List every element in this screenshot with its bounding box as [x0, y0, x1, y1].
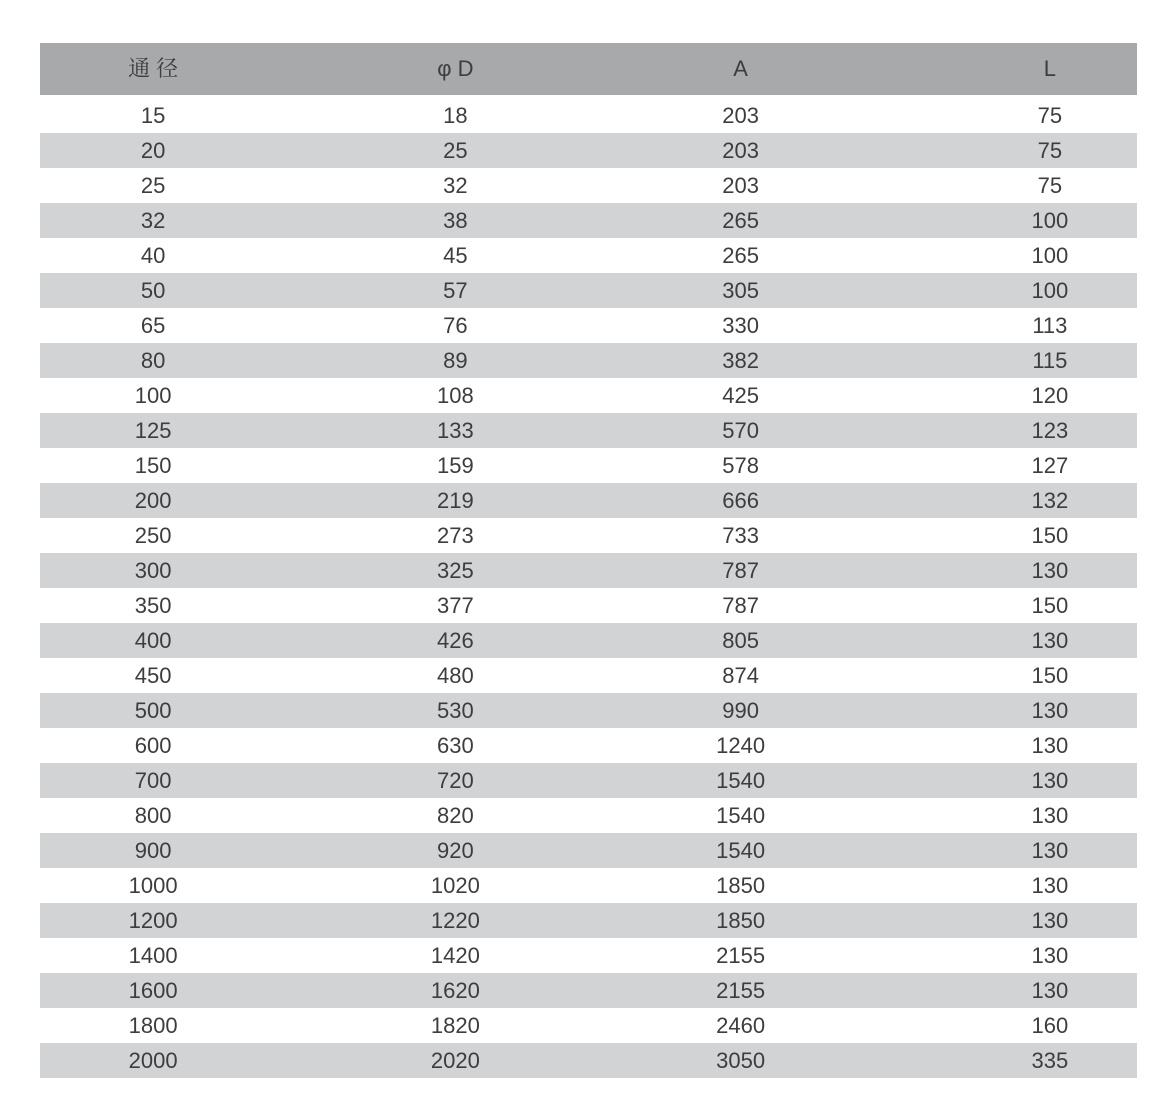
table-row	[40, 343, 1137, 378]
table-row	[40, 693, 1137, 728]
table-cell: 45	[443, 242, 468, 268]
table-cell: 130	[1031, 557, 1069, 583]
table-cell: 132	[1031, 487, 1069, 513]
table-cell: 720	[437, 767, 474, 793]
table-cell: 40	[140, 242, 166, 268]
table-cell: 203	[722, 102, 759, 128]
table-row	[40, 413, 1137, 448]
table-cell: 133	[437, 417, 474, 443]
table-cell: 159	[437, 452, 474, 478]
table-cell: 2000	[128, 1047, 178, 1073]
table-body	[40, 98, 1137, 1078]
table-cell: 100	[1031, 277, 1069, 303]
spec-table	[40, 43, 1137, 1078]
table-cell: 450	[134, 662, 172, 688]
table-cell: 300	[134, 557, 172, 583]
table-row	[40, 553, 1137, 588]
table-row	[40, 448, 1137, 483]
table-row	[40, 588, 1137, 623]
column-header-a: A	[733, 56, 748, 81]
table-row	[40, 903, 1137, 938]
table-cell: 787	[722, 592, 759, 618]
table-cell: 787	[722, 557, 759, 583]
table-cell: 990	[722, 697, 759, 723]
table-cell: 57	[443, 277, 468, 303]
table-cell: 1200	[128, 907, 178, 933]
table-cell: 130	[1031, 767, 1069, 793]
table-row	[40, 658, 1137, 693]
table-row	[40, 1008, 1137, 1043]
table-row	[40, 623, 1137, 658]
table-cell: 500	[134, 697, 172, 723]
table-cell: 2460	[716, 1012, 766, 1038]
table-cell: 130	[1031, 802, 1069, 828]
table-cell: 130	[1031, 837, 1069, 863]
column-header-nominal-diameter: 通 径	[128, 56, 179, 81]
table-cell: 335	[1031, 1047, 1069, 1073]
table-cell: 150	[1031, 592, 1069, 618]
table-cell: 76	[443, 312, 468, 338]
table-cell: 570	[722, 417, 759, 443]
table-cell: 330	[722, 312, 759, 338]
table-cell: 130	[1031, 942, 1069, 968]
table-cell: 130	[1031, 977, 1069, 1003]
table-cell: 130	[1031, 627, 1069, 653]
table-cell: 20	[140, 137, 166, 163]
table-cell: 2155	[716, 942, 766, 968]
table-cell: 100	[1031, 242, 1069, 268]
table-cell: 325	[437, 557, 474, 583]
table-cell: 130	[1031, 872, 1069, 898]
table-row	[40, 273, 1137, 308]
table-cell: 2020	[430, 1047, 480, 1073]
table-cell: 38	[443, 207, 468, 233]
table-cell: 25	[140, 172, 166, 198]
table-cell: 305	[722, 277, 759, 303]
table-row	[40, 763, 1137, 798]
table-cell: 130	[1031, 697, 1069, 723]
table-cell: 600	[134, 732, 172, 758]
table-row	[40, 133, 1137, 168]
table-cell: 1820	[430, 1012, 480, 1038]
column-header-l: L	[1043, 56, 1056, 81]
table-cell: 1540	[716, 837, 766, 863]
table-cell: 1620	[430, 977, 480, 1003]
table-cell: 120	[1031, 382, 1069, 408]
table-cell: 805	[722, 627, 759, 653]
table-cell: 32	[140, 207, 166, 233]
table-cell: 425	[722, 382, 759, 408]
table-header-row	[40, 43, 1137, 95]
table-row	[40, 728, 1137, 763]
table-cell: 1540	[716, 767, 766, 793]
table-cell: 130	[1031, 732, 1069, 758]
table-cell: 900	[134, 837, 172, 863]
table-cell: 920	[437, 837, 474, 863]
table-cell: 480	[437, 662, 474, 688]
table-cell: 127	[1031, 452, 1069, 478]
table-cell: 18	[443, 102, 468, 128]
table-cell: 578	[722, 452, 759, 478]
table-row	[40, 973, 1137, 1008]
table-cell: 426	[437, 627, 474, 653]
table-cell: 75	[1037, 102, 1063, 128]
table-cell: 265	[722, 207, 759, 233]
table-cell: 1850	[716, 907, 766, 933]
table-row	[40, 833, 1137, 868]
table-cell: 32	[443, 172, 468, 198]
table-cell: 382	[722, 347, 759, 373]
table-cell: 1020	[430, 872, 480, 898]
table-cell: 150	[1031, 662, 1069, 688]
table-cell: 874	[722, 662, 759, 688]
table-cell: 203	[722, 137, 759, 163]
table-cell: 108	[437, 382, 474, 408]
table-cell: 530	[437, 697, 474, 723]
table-cell: 1420	[430, 942, 480, 968]
table-cell: 1000	[128, 872, 178, 898]
table-cell: 400	[134, 627, 172, 653]
table-cell: 75	[1037, 172, 1063, 198]
table-cell: 2155	[716, 977, 766, 1003]
table-cell: 700	[134, 767, 172, 793]
table-cell: 123	[1031, 417, 1069, 443]
table-cell: 250	[134, 522, 172, 548]
table-cell: 200	[134, 487, 172, 513]
table-cell: 50	[140, 277, 166, 303]
table-cell: 160	[1031, 1012, 1069, 1038]
table-cell: 130	[1031, 907, 1069, 933]
table-row	[40, 238, 1137, 273]
table-cell: 800	[134, 802, 172, 828]
table-cell: 1600	[128, 977, 178, 1003]
table-cell: 115	[1032, 347, 1068, 373]
table-cell: 65	[140, 312, 166, 338]
table-cell: 1800	[128, 1012, 178, 1038]
table-row	[40, 168, 1137, 203]
table-cell: 377	[437, 592, 474, 618]
table-cell: 1240	[716, 732, 766, 758]
table-cell: 350	[134, 592, 172, 618]
table-cell: 265	[722, 242, 759, 268]
table-cell: 630	[437, 732, 474, 758]
table-row	[40, 1043, 1137, 1078]
table-cell: 1220	[430, 907, 480, 933]
table-cell: 666	[722, 487, 759, 513]
table-cell: 1850	[716, 872, 766, 898]
table-cell: 1540	[716, 802, 766, 828]
table-cell: 733	[722, 522, 759, 548]
table-row	[40, 483, 1137, 518]
column-header-phi-d: φ D	[437, 56, 474, 81]
table-cell: 273	[437, 522, 474, 548]
table-cell: 150	[134, 452, 172, 478]
table-cell: 1400	[128, 942, 178, 968]
table-row	[40, 798, 1137, 833]
table-cell: 75	[1037, 137, 1063, 163]
table-cell: 80	[140, 347, 166, 373]
table-cell: 203	[722, 172, 759, 198]
table-cell: 3050	[716, 1047, 766, 1073]
table-cell: 150	[1031, 522, 1069, 548]
table-row	[40, 518, 1137, 553]
table-row	[40, 308, 1137, 343]
table-row	[40, 203, 1137, 238]
table-cell: 25	[443, 137, 468, 163]
table-row	[40, 938, 1137, 973]
table-cell: 219	[437, 487, 474, 513]
table-cell: 100	[134, 382, 172, 408]
table-cell: 89	[443, 347, 468, 373]
table-cell: 100	[1031, 207, 1069, 233]
table-row	[40, 98, 1137, 133]
table-cell: 15	[140, 102, 166, 128]
table-row	[40, 378, 1137, 413]
table-row	[40, 868, 1137, 903]
table-cell: 820	[437, 802, 474, 828]
table-cell: 113	[1032, 312, 1068, 338]
table-cell: 125	[134, 417, 172, 443]
